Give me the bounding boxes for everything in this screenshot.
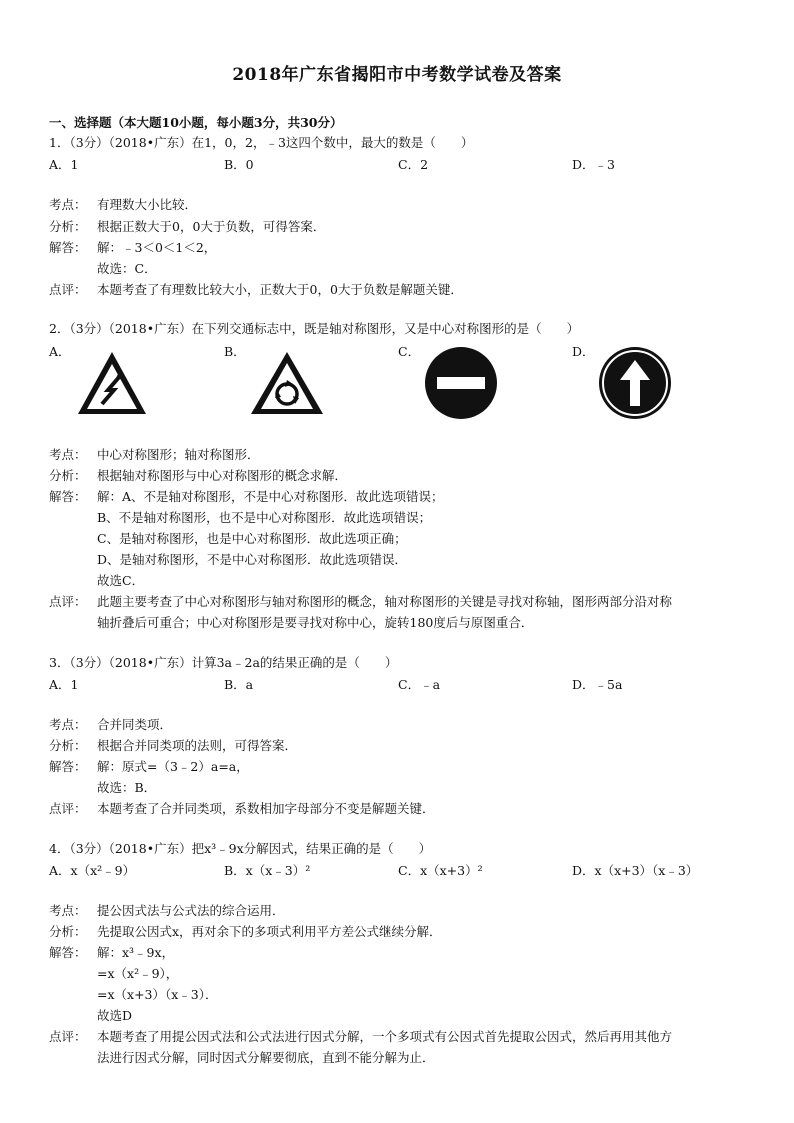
q2-jieda-line: C、是轴对称图形，也是中心对称图形．故此选项正确； [97, 531, 407, 546]
q1-kaodian-label: 考点： [49, 197, 87, 212]
q2-kaodian: 中心对称图形；轴对称图形． [97, 447, 260, 462]
q3-dianping: 本题考查了合并同类项，系数相加字母部分不变是解题关键． [97, 801, 435, 816]
curve-warning-sign-icon [76, 350, 148, 416]
q3-fenxi: 根据合并同类项的法则，可得答案． [97, 738, 298, 753]
q1-option-d: D．﹣3 [572, 157, 615, 172]
q4-option-a: A．x（x²﹣9） [49, 863, 136, 878]
q1-fenxi: 根据正数大于0，0大于负数，可得答案． [97, 219, 326, 234]
q3-option-b: B．a [224, 677, 254, 692]
straight-ahead-sign-icon [598, 346, 672, 420]
no-entry-sign-icon [424, 346, 498, 420]
q3-option-d: D．﹣5a [572, 677, 623, 692]
q2-kaodian-label: 考点： [49, 447, 87, 462]
q1-kaodian: 有理数大小比较． [97, 197, 198, 212]
q4-jieda-line: =x（x+3）（x﹣3）． [97, 987, 218, 1002]
q2-jieda-line: 解：A、不是轴对称图形，不是中心对称图形．故此选项错误； [97, 489, 444, 504]
q3-jieda-label: 解答： [49, 759, 87, 774]
q3-jieda-line: 解：原式=（3﹣2）a=a， [97, 759, 249, 774]
q3-stem: 3．（3分）（2018•广东）计算3a﹣2a的结果正确的是（ ） [49, 655, 398, 670]
q4-stem: 4．（3分）（2018•广东）把x³﹣9x分解因式，结果正确的是（ ） [49, 841, 432, 856]
q4-option-d: D．x（x+3）（x﹣3） [572, 863, 699, 878]
q3-kaodian: 合并同类项． [97, 717, 173, 732]
q2-jieda-line: B、不是轴对称图形，也不是中心对称图形．故此选项错误； [97, 510, 432, 525]
q2-jieda-line: D、是轴对称图形，不是中心对称图形．故此选项错误． [97, 552, 408, 567]
q1-fenxi-label: 分析： [49, 219, 87, 234]
q4-dianping-label: 点评： [49, 1029, 87, 1044]
q3-option-c: C．﹣a [398, 677, 441, 692]
q3-option-a: A．1 [49, 677, 79, 692]
q4-dianping-line: 法进行因式分解，同时因式分解要彻底，直到不能分解为止． [97, 1050, 435, 1065]
q4-kaodian: 提公因式法与公式法的综合运用． [97, 903, 285, 918]
q1-option-b: B．0 [224, 157, 254, 172]
q1-option-c: C．2 [398, 157, 429, 172]
q2-option-c: C． [398, 344, 421, 359]
page-title: 2018年广东省揭阳市中考数学试卷及答案 [232, 65, 562, 85]
section-heading: 一、选择题（本大题10小题，每小题3分，共30分） [49, 115, 343, 130]
q1-jieda-line: 故选：C． [97, 261, 157, 276]
q4-jieda-label: 解答： [49, 945, 87, 960]
q2-dianping-line: 此题主要考查了中心对称图形与轴对称图形的概念，轴对称图形的关键是寻找对称轴，图形两部分沿对称 [97, 594, 673, 609]
q2-option-a: A． [49, 344, 71, 359]
q4-kaodian-label: 考点： [49, 903, 87, 918]
q2-dianping-label: 点评： [49, 594, 87, 609]
q1-stem: 1．（3分）（2018•广东）在1，0，2，﹣3这四个数中，最大的数是（ ） [49, 135, 474, 150]
q1-jieda-label: 解答： [49, 240, 87, 255]
q2-option-d: D． [572, 344, 595, 359]
q3-jieda-line: 故选：B． [97, 780, 157, 795]
q1-option-a: A．1 [49, 157, 79, 172]
q2-option-b: B． [224, 344, 246, 359]
q4-fenxi-label: 分析： [49, 924, 87, 939]
q3-dianping-label: 点评： [49, 801, 87, 816]
q2-jieda-label: 解答： [49, 489, 87, 504]
q3-kaodian-label: 考点： [49, 717, 87, 732]
q2-stem: 2．（3分）（2018•广东）在下列交通标志中，既是轴对称图形，又是中心对称图形的是（ ） [49, 321, 580, 336]
q4-jieda-line: =x（x²﹣9）， [97, 966, 179, 981]
q2-jieda-line: 故选C． [97, 573, 145, 588]
q4-option-b: B．x（x﹣3）² [224, 863, 311, 878]
q4-dianping-line: 本题考查了用提公因式法和公式法进行因式分解，一个多项式有公因式首先提取公因式，然后再用其他方 [97, 1029, 673, 1044]
q1-dianping: 本题考查了有理数比较大小，正数大于0，0大于负数是解题关键． [97, 282, 463, 297]
q4-fenxi: 先提取公因式x，再对余下的多项式利用平方差公式继续分解． [97, 924, 442, 939]
roundabout-warning-sign-icon [249, 350, 325, 416]
q2-dianping-line: 轴折叠后可重合；中心对称图形是要寻找对称中心，旋转180度后与原图重合． [97, 615, 534, 630]
q4-option-c: C．x（x+3）² [398, 863, 483, 878]
q4-jieda-line: 解：x³﹣9x， [97, 945, 175, 960]
q2-fenxi: 根据轴对称图形与中心对称图形的概念求解． [97, 468, 348, 483]
q1-dianping-label: 点评： [49, 282, 87, 297]
q3-fenxi-label: 分析： [49, 738, 87, 753]
q1-jieda-line: 解：﹣3＜0＜1＜2， [97, 240, 217, 255]
q2-fenxi-label: 分析： [49, 468, 87, 483]
q4-jieda-line: 故选D [97, 1008, 133, 1023]
